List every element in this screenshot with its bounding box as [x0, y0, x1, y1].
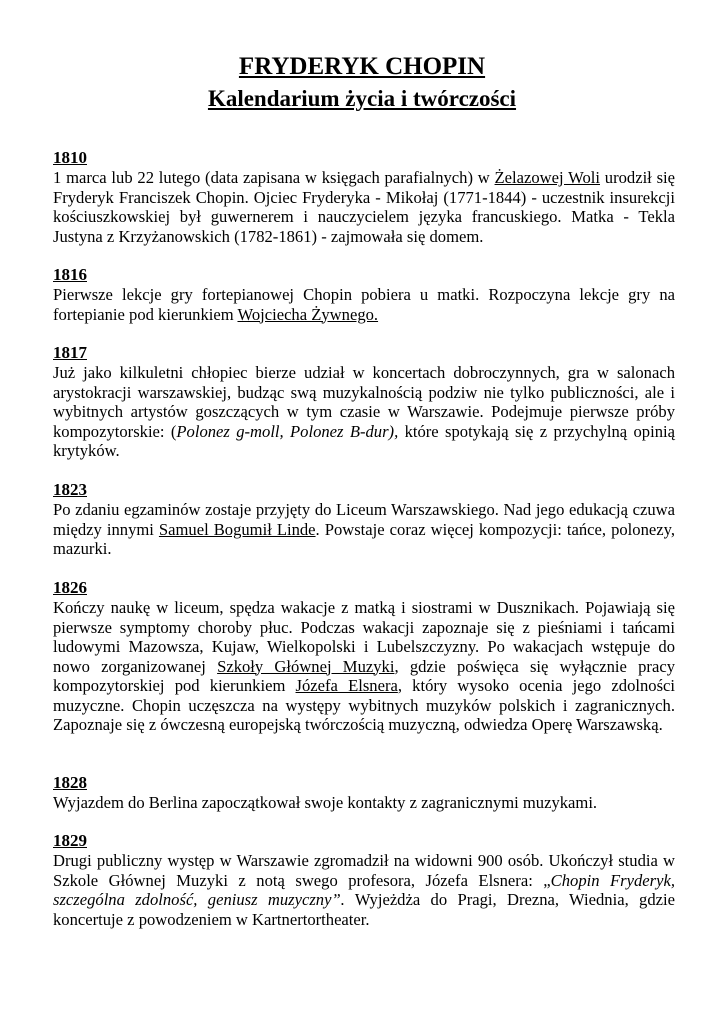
entry-text: 1 marca lub 22 lutego (data zapisana w księgach parafialnych) w Żelazowej Woli urodził się Fryderyk Franciszek Chopin. Ojciec Fryderyka - Mikołaj (1771-1844) - uczestnik insurekcji kościuszkowskiej był guwernerem i nauczycielem języka francuskiego. Matka - Tekla Justyna z Krzyżanowskich (1782-1861) - zajmowała się domem. [53, 168, 676, 246]
entry-text: Drugi publiczny występ w Warszawie zgromadził na widowni 900 osób. Ukończył studia w Szkole Głównej Muzyki z notą swego profesora, Józefa Elsnera: „Chopin Fryderyk, szczególna zdolność, geniusz muzyczny”. Wyjeżdża do Pragi, Drezna, Wiednia, gdzie koncertuje z powodzeniem w Kartnertortheater. [53, 851, 675, 929]
year-heading: 1826 [53, 578, 87, 597]
entry-1823 [53, 480, 675, 559]
entry-text: Po zdaniu egzaminów zostaje przyjęty do Liceum Warszawskiego. Nad jego edukacją czuwa między innymi Samuel Bogumił Linde. Powstaje coraz więcej kompozycji: tańce, polonezy, mazurki. [53, 500, 675, 558]
year-heading: 1828 [53, 773, 87, 792]
year-heading: 1810 [53, 148, 87, 167]
page-title: FRYDERYK CHOPIN [238, 53, 486, 80]
italic-works: Polonez g-moll, Polonez B-dur), [176, 421, 399, 441]
entry-text: Wyjazdem do Berlina zapoczątkował swoje kontakty z zagranicznymi muzykami. [53, 793, 598, 812]
entry-text: Kończy naukę w liceum, spędza wakacje z matką i siostrami w Dusznikach. Pojawiają się pierwsze symptomy choroby płuc. Podczas wakacji zapoznaje się z pieśniami i tańcami ludowymi Mazowsza, Kujaw, Wielkopolski i Lubelszczyzny. Po wakacjach wstępuje do nowo zorganizowanej Szkoły Głównej Muzyki, gdzie poświęca się wyłącznie pracy kompozytorskiej pod kierunkiem Józefa Elsnera, który wysoko ocenia jego zdolności muzyczne. Chopin uczęszcza na występy wybitnych muzyków polskich i zagranicznych. Zapoznaje się z ówczesną europejską twórczością muzyczną, odwiedza Operę Warszawską. [53, 598, 676, 734]
entry-text: Już jako kilkuletni chłopiec bierze udział w koncertach dobroczynnych, gra w salonach arystokracji warszawskiej, budząc swą muzykalnością podziw nie tylko publiczności, ale i wybitnych artystów goszczących w tym czasie w Warszawie. Podejmuje pierwsze próby kompozytorskie: (Polonez g-moll, Polonez B-dur), które spotykają się z przychylną opinią krytyków. [53, 363, 675, 460]
link-szkola-glowna-muzyki[interactable]: Szkoły Głównej Muzyki [217, 656, 395, 676]
link-samuel-linde[interactable]: Samuel Bogumił Linde [158, 519, 316, 539]
link-zelazowa-wola[interactable]: Żelazowej Woli [494, 168, 600, 187]
entry-1817 [53, 343, 675, 461]
year-heading: 1823 [53, 480, 87, 499]
entry-1829 [53, 831, 675, 929]
entry-text: Pierwsze lekcje gry fortepianowej Chopin pobiera u matki. Rozpoczyna lekcje gry na fortepianie pod kierunkiem Wojciecha Żywnego. [53, 285, 675, 324]
entry-1828 [53, 773, 675, 813]
year-heading: 1829 [53, 831, 87, 850]
entry-1826 [53, 578, 675, 735]
link-wojciech-zywny[interactable]: Wojciecha Żywnego. [237, 304, 379, 324]
entry-1810 [53, 148, 675, 246]
year-heading: 1816 [53, 265, 87, 284]
italic-quote: Chopin Fryderyk, szczególna zdolność, geniusz muzyczny”. [53, 870, 675, 909]
link-jozef-elsner[interactable]: Józefa Elsnera [295, 676, 398, 695]
entry-1816 [53, 265, 675, 324]
page-subtitle: Kalendarium życia i twórczości [207, 86, 517, 111]
year-heading: 1817 [53, 343, 87, 362]
